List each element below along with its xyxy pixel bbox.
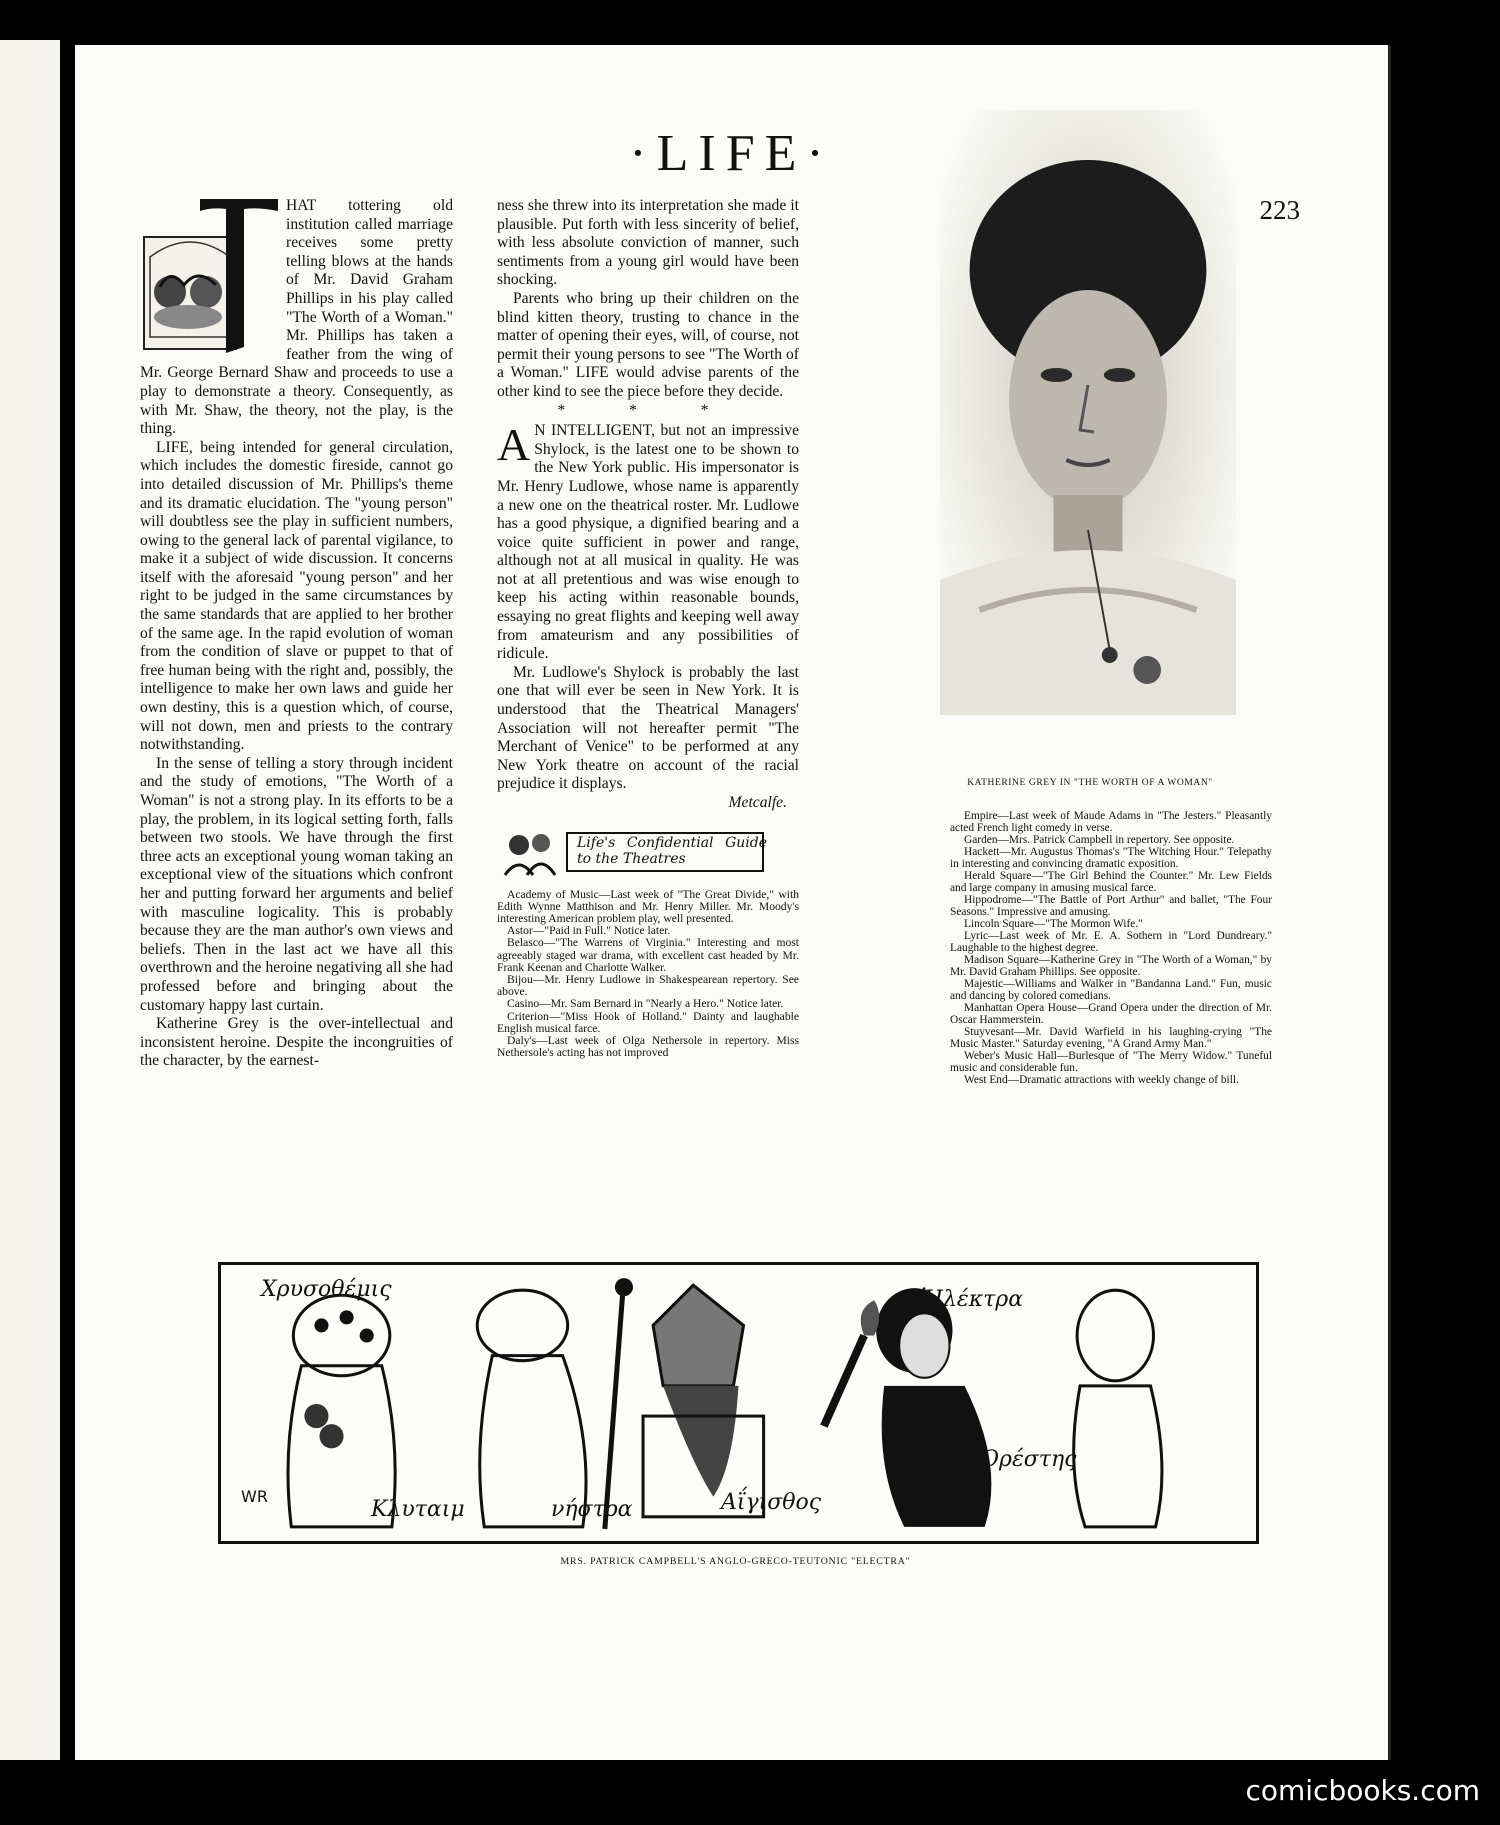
guide-entry: Lincoln Square—"The Mormon Wife." xyxy=(964,918,1143,930)
label-klytaimnestra-part2: νήστρα xyxy=(551,1497,633,1522)
paragraph: HAT tottering old institution called marriage receives some pretty telling blows at the hands of Mr. David Graham Phillips in his play called "The Worth of a Woman." Mr. Phillips has taken a feather from the wing of Mr. George Bernard Shaw and proceeds to use a play to demonstrate a theory. Consequently, as with Mr. Shaw, the theory, not the play, is the thing. xyxy=(140,197,453,438)
guide-entry: Daly's—Last week of Olga Nethersole in repertory. Miss Nethersole's acting has not improved xyxy=(497,1034,799,1060)
page-number: 223 xyxy=(1259,195,1300,225)
woman-portrait-icon xyxy=(940,110,1236,715)
guide-entry: Criterion—"Miss Hook of Holland." Dainty and laughable English musical farce. xyxy=(497,1009,799,1035)
guide-entry: Bijou—Mr. Henry Ludlowe in Shakespearean repertory. See above. xyxy=(497,973,799,999)
paragraph: Parents who bring up their children on the blind kitten theory, trusting to chance in the matter of opening their eyes, will, of course, not permit their young persons to see "The Worth of a Woman." LIFE would advise parents of the other kind to see the piece before they decide. xyxy=(497,289,799,400)
guide-entry: West End—Dramatic attractions with weekly change of bill. xyxy=(964,1074,1239,1086)
paragraph: Mr. Ludlowe's Shylock is probably the last one that will ever be seen in New York. It is understood that the Theatrical Managers' Association will not hereafter permit "The Merchant of Venice" to be performed at any New York theatre on account of the racial prejudice it displays. xyxy=(497,663,799,793)
signature: Metcalfe. xyxy=(728,794,787,811)
artist-initials: WR xyxy=(241,1487,268,1506)
guide-entry: Empire—Last week of Maude Adams in "The Jesters." Pleasantly acted French light comedy in verse. xyxy=(950,810,1272,834)
guide-entry: Casino—Mr. Sam Bernard in "Nearly a Hero." Notice later. xyxy=(507,997,784,1011)
section-separator: * * * xyxy=(557,401,739,419)
guide-entry: Lyric—Last week of Mr. E. A. Sothern in "Lord Dundreary." Laughable to the highest degree. xyxy=(950,930,1272,954)
guide-title: Life's Confidential Guide to the Theatres xyxy=(577,834,767,867)
paragraph: ness she threw into its interpretation she made it plausible. Put forth with less sincerity of belief, with less absolute conviction of manner, such sentiments from a young girl would have been shocking. xyxy=(497,197,799,289)
illuminated-dropcap xyxy=(140,197,280,353)
column-1 xyxy=(140,197,453,1071)
guide-entry: Hippodrome—"The Battle of Port Arthur" and ballet, "The Four Seasons." Impressive and amusing. xyxy=(950,894,1272,918)
column-3 xyxy=(950,810,1272,1086)
guide-entry: Majestic—Williams and Walker in "Bandanna Land." Fun, music and dancing by colored comedians. xyxy=(950,978,1272,1002)
label-orestes: Ὀρέστης xyxy=(981,1447,1077,1472)
guide-entry: Garden—Mrs. Patrick Campbell in repertory. See opposite. xyxy=(964,834,1235,846)
guide-entry: Manhattan Opera House—Grand Opera under the direction of Mr. Oscar Hammerstein. xyxy=(950,1002,1272,1026)
theatre-guide-list xyxy=(497,889,799,1060)
electra-cartoon xyxy=(218,1262,1259,1544)
guide-banner xyxy=(497,827,767,879)
svg-text:T: T xyxy=(228,345,229,346)
label-elektra: Ἠλέκτρα xyxy=(921,1287,1024,1312)
masthead: ·LIFE· xyxy=(629,125,834,182)
guide-entry: Weber's Music Hall—Burlesque of "The Merry Widow." Tuneful music and considerable fun. xyxy=(950,1050,1272,1074)
byline xyxy=(497,794,799,813)
label-aigisthos: Αΐγισθος xyxy=(721,1490,822,1515)
guide-entry: Hackett—Mr. Augustus Thomas's "The Witching Hour." Telepathy in interesting and convincing dramatic exposition. xyxy=(950,846,1272,870)
paragraph: In the sense of telling a story through incident and the study of emotions, "The Worth of a Woman" is not a strong play. In its efforts to be a play, the problem, in its logical setting forth, falls between two stools. We have through the first three acts an exceptional young woman taking an exceptional view of the situations which confront her and putting forward her arguments and belief with masculine logicality. This is probably because they are the man author's own views and beliefs. Then in the last act we have all this overthrown and the heroine negativing all she had professed before and bringing about the customary happy last curtain. xyxy=(140,754,453,1014)
dropcap-ornament-icon xyxy=(140,197,280,353)
column-2 xyxy=(497,197,799,1059)
portrait-photo xyxy=(940,110,1240,715)
paragraph: A N INTELLIGENT, but not an impressive Shylock, is the latest one to be shown to the New York public. His impersonator is Mr. Henry Ludlowe, whose name is apparently a new one on the theatrical roster. Mr. Ludlowe has a good physique, a dignified bearing and a voice quite sufficient in power and range, although not at all musical in quality. He was not at all pretentious and was wise enough to keep his acting within reasonable bounds, essaying no great flights and keeping well away from amateurism and any possibilities of ridicule. xyxy=(497,419,799,663)
cartoon-caption: MRS. PATRICK CAMPBELL'S ANGLO-GRECO-TEUTONIC "ELECTRA" xyxy=(560,1556,911,1567)
guide-entry: Madison Square—Katherine Grey in "The Worth of a Woman," by Mr. David Graham Phillips. See opposite. xyxy=(950,954,1272,978)
label-chrysothemis: Χρυσοθέμις xyxy=(261,1277,392,1302)
guide-entry: Astor—"Paid in Full." Notice later. xyxy=(507,924,671,938)
paragraph: Katherine Grey is the over-intellectual and inconsistent heroine. Despite the incongruities of the character, by the earnest- xyxy=(140,1015,453,1070)
photo-caption: KATHERINE GREY IN "THE WORTH OF A WOMAN" xyxy=(967,778,1213,788)
drop-initial: A xyxy=(497,419,531,471)
paragraph: LIFE, being intended for general circulation, which includes the domestic fireside, cannot go into detailed discussion of Mr. Phillips's theme and its dramatic elucidation. The "young person" will doubtless see the play in sufficient numbers, owing to the general lack of parental vigilance, to make it a subject of wide discussion. It concerns itself with the aforesaid "young person" and her right to be judged in the same circumstances by the same standards that are applied to her brother of the same age. In the rapid evolution of woman from the condition of slave or puppet to that of free human being with the right and, possibly, the intelligence to make her own laws and guide her own destiny, this is a question which, of course, will not down, men and priests to the contrary notwithstanding. xyxy=(140,438,453,754)
guide-entry: Belasco—"The Warrens of Virginia." Interesting and most agreeably staged war drama, with excellent cast headed by Mr. Frank Keenan and Charlotte Walker. xyxy=(497,936,799,974)
guide-entry: Stuyvesant—Mr. David Warfield in his laughing-crying "The Music Master." Saturday evening, "A Grand Army Man." xyxy=(950,1026,1272,1050)
label-klytaimnestra-part1: Κλυταιμ xyxy=(371,1497,465,1522)
adjacent-page-edge xyxy=(0,40,60,1760)
guide-entry: Herald Square—"The Girl Behind the Counter." Mr. Lew Fields and large company in amusing musical farce. xyxy=(950,870,1272,894)
guide-entry: Academy of Music—Last week of "The Great Divide," with Edith Wynne Matthison and Mr. Henry Miller. Mr. Moody's interesting American problem play, well presented. xyxy=(497,887,799,925)
watermark: comicbooks.com xyxy=(1245,1774,1480,1807)
